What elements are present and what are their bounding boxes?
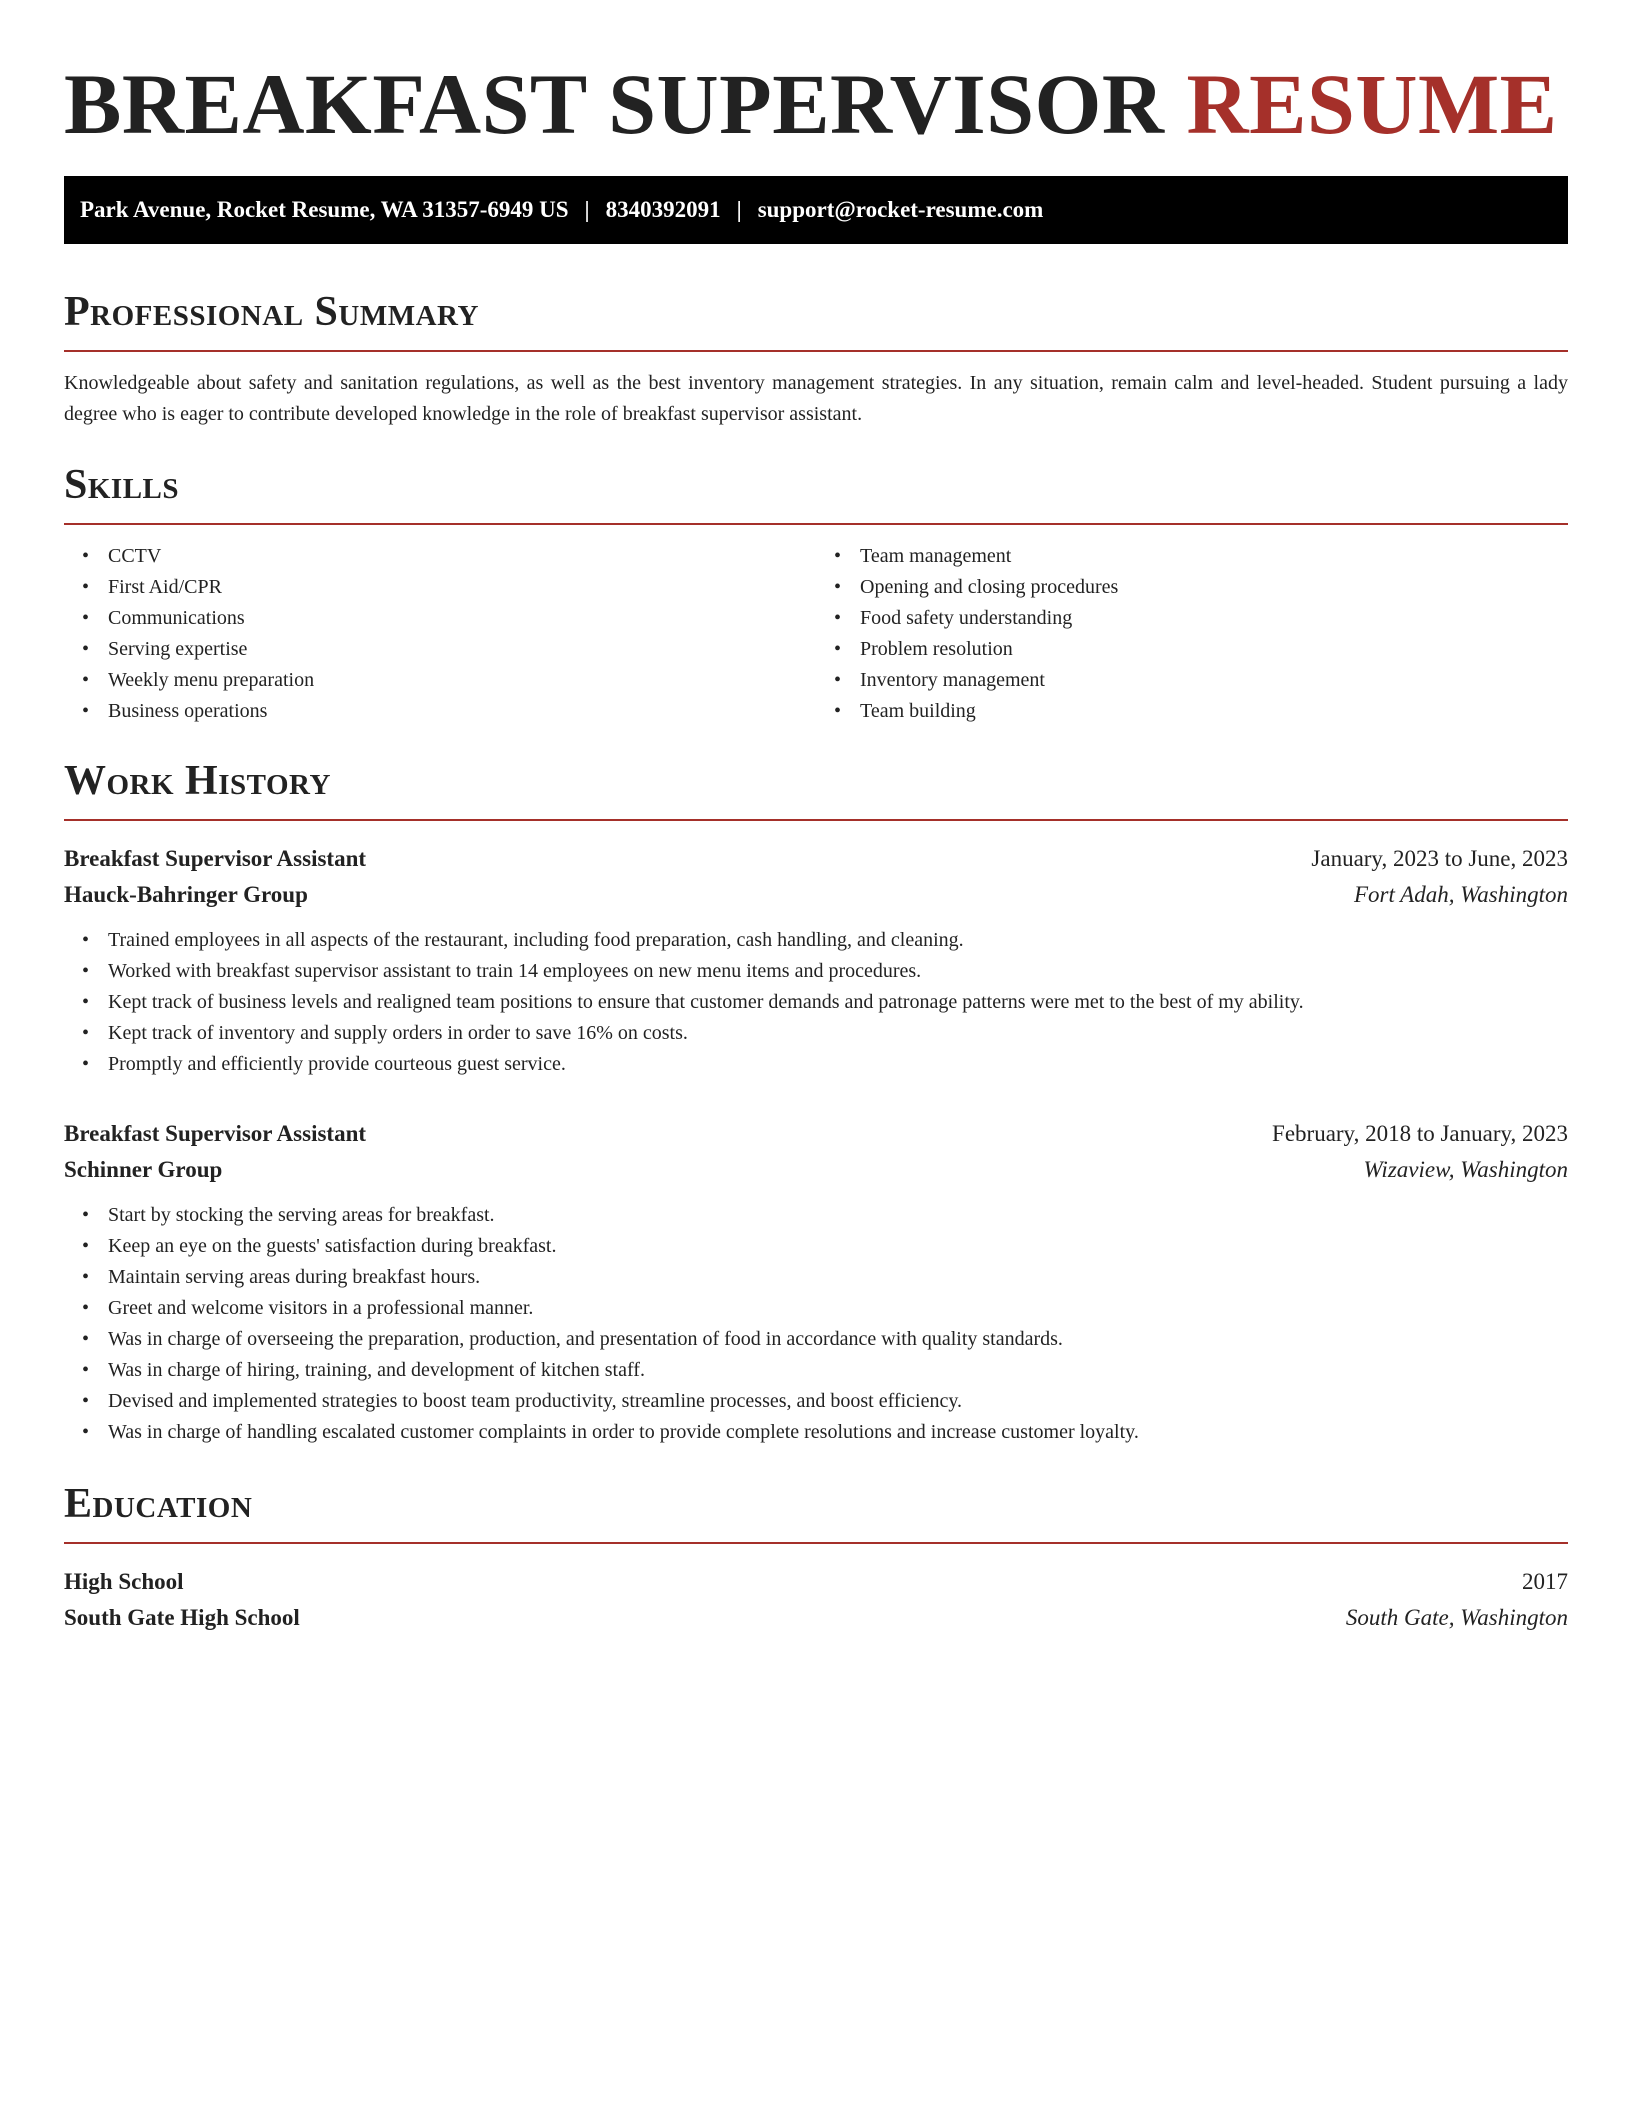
contact-bar	[64, 176, 1568, 244]
job-duty: • Keep an eye on the guests' satisfaction during breakfast.	[108, 1231, 1568, 1262]
contact-separator: |	[736, 197, 742, 222]
contact-separator: |	[584, 197, 590, 222]
contact-phone: 8340392091	[605, 197, 721, 222]
job-duty: • Was in charge of hiring, training, and development of kitchen staff.	[108, 1355, 1568, 1386]
contact-email: support@rocket-resume.com	[757, 197, 1044, 222]
work-history-heading: Work History	[64, 758, 331, 804]
summary-heading: Professional Summary	[64, 289, 479, 335]
title-main: BREAKFAST SUPERVISOR	[64, 56, 1165, 152]
skill-item: • CCTV	[108, 541, 816, 572]
job-entry	[64, 841, 1568, 1080]
work-history-section	[64, 755, 1568, 1448]
education-school: South Gate High School	[64, 1605, 300, 1630]
job-title: Breakfast Supervisor Assistant	[64, 1121, 367, 1146]
job-duty: • Devised and implemented strategies to boost team productivity, streamline processes, and boost efficiency.	[108, 1386, 1568, 1417]
skill-item: • Weekly menu preparation	[108, 665, 816, 696]
job-duty: • Was in charge of handling escalated customer complaints in order to provide complete resolutions and increase customer loyalty.	[108, 1417, 1568, 1448]
education-location: South Gate, Washington	[1345, 1605, 1568, 1630]
title-accent: RESUME	[1186, 56, 1558, 152]
skill-item: • Opening and closing procedures	[860, 572, 1568, 603]
contact-address: Park Avenue, Rocket Resume, WA 31357-6949 US	[80, 197, 569, 222]
job-location: Fort Adah, Washington	[1353, 882, 1568, 907]
job-entry	[64, 1116, 1568, 1448]
job-duty: • Maintain serving areas during breakfast hours.	[108, 1262, 1568, 1293]
job-dates: February, 2018 to January, 2023	[1272, 1121, 1568, 1146]
job-company: Hauck-Bahringer Group	[64, 882, 308, 907]
job-company: Schinner Group	[64, 1157, 223, 1182]
skills-column-right	[816, 541, 1568, 727]
skills-section	[64, 459, 1568, 727]
skills-column-left	[64, 541, 816, 727]
education-entry	[64, 1564, 1568, 1636]
job-dates: January, 2023 to June, 2023	[1311, 846, 1568, 871]
skill-item: • Problem resolution	[860, 634, 1568, 665]
education-section	[64, 1478, 1568, 1636]
job-duty: • Was in charge of overseeing the preparation, production, and presentation of food in accordance with quality standards.	[108, 1324, 1568, 1355]
skills-grid	[64, 541, 1568, 727]
skill-item: • Serving expertise	[108, 634, 816, 665]
skills-heading: Skills	[64, 462, 180, 508]
section-divider	[64, 819, 1568, 821]
skill-item: • Food safety understanding	[860, 603, 1568, 634]
job-duty: • Worked with breakfast supervisor assistant to train 14 employees on new menu items and procedures.	[108, 956, 1568, 987]
education-degree-row	[64, 1564, 1568, 1600]
job-duty: • Trained employees in all aspects of the restaurant, including food preparation, cash handling, and cleaning.	[108, 925, 1568, 956]
summary-section	[64, 286, 1568, 430]
education-heading: Education	[64, 1481, 253, 1527]
job-duties-list	[64, 925, 1568, 1080]
job-duty: • Promptly and efficiently provide courteous guest service.	[108, 1049, 1568, 1080]
job-company-row	[64, 877, 1568, 913]
education-year: 2017	[1522, 1569, 1568, 1594]
section-divider	[64, 1542, 1568, 1544]
section-divider	[64, 523, 1568, 525]
education-degree: High School	[64, 1569, 184, 1594]
skill-item: • Business operations	[108, 696, 816, 727]
summary-text: Knowledgeable about safety and sanitation regulations, as well as the best inventory management strategies. In any situation, remain calm and level-headed. Student pursuing a lady degree who is eager to contribute developed knowledge in the role of breakfast supervisor assistant.	[64, 372, 1568, 425]
job-duty: • Kept track of business levels and realigned team positions to ensure that customer demands and patronage patterns were met to the best of my ability.	[108, 987, 1568, 1018]
job-title-row	[64, 841, 1568, 877]
skill-item: • Team building	[860, 696, 1568, 727]
skill-item: • Team management	[860, 541, 1568, 572]
skill-item: • Inventory management	[860, 665, 1568, 696]
skill-item: • First Aid/CPR	[108, 572, 816, 603]
skill-item: • Communications	[108, 603, 816, 634]
section-divider	[64, 350, 1568, 352]
education-school-row	[64, 1600, 1568, 1636]
job-duty: • Kept track of inventory and supply orders in order to save 16% on costs.	[108, 1018, 1568, 1049]
job-title-row	[64, 1116, 1568, 1152]
resume-title	[64, 54, 1568, 154]
job-duties-list	[64, 1200, 1568, 1448]
job-location: Wizaview, Washington	[1363, 1157, 1568, 1182]
job-company-row	[64, 1152, 1568, 1188]
job-duty: • Start by stocking the serving areas for breakfast.	[108, 1200, 1568, 1231]
job-title: Breakfast Supervisor Assistant	[64, 846, 367, 871]
job-duty: • Greet and welcome visitors in a professional manner.	[108, 1293, 1568, 1324]
